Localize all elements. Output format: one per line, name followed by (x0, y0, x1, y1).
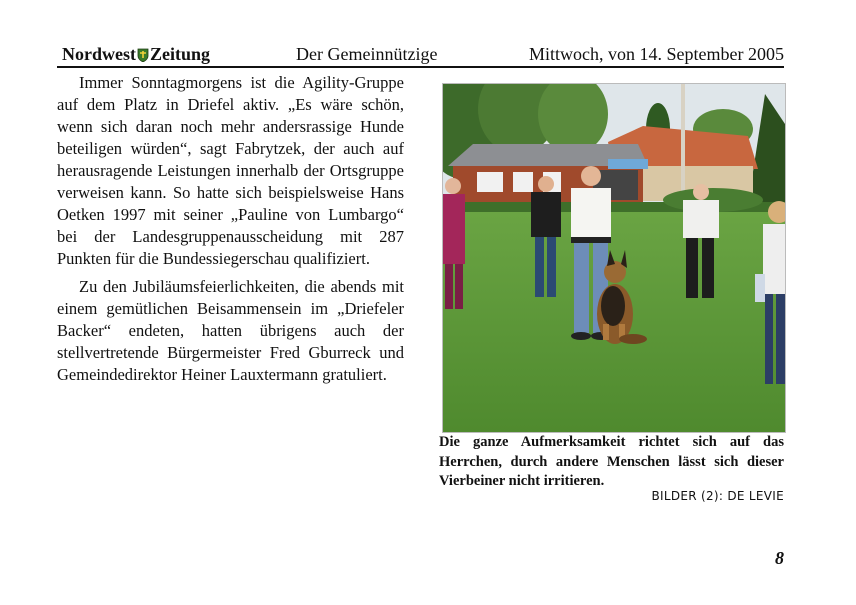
photo-caption: Die ganze Aufmerksamkeit richtet sich auf das Herrchen, durch andere Menschen lässt sich dieser Vierbeiner nicht irritieren. (439, 434, 784, 489)
newspaper-masthead (62, 44, 210, 65)
crest-icon (137, 48, 149, 62)
article-photo (442, 83, 786, 433)
dog-training-scene (443, 84, 785, 432)
section-name: Der Gemeinnützige (296, 44, 438, 64)
page-number: 8 (775, 548, 784, 568)
issue-date: Mittwoch, von 14. September 2005 (529, 44, 784, 64)
article-paragraph: Immer Sonntagmorgens ist die Agility-Gruppe auf dem Platz in Driefel aktiv. „Es wäre schön, wenn sich daran noch mehr andersrassige Hunde beteiligen würden“, sagt Fabrytzek, der auch auf herausragende Leistungen innerhalb der Ortsgruppe verweisen kann. So hatte sich beispielsweise Hans Oetken 1997 mit seiner „Pauline von Lumbargo“ bei der Landesgruppenausscheidung mit 287 Punkten für die Bundessiegerschau qualifiziert. (57, 73, 404, 268)
photo-credit: BILDER (2): DE LEVIE (651, 489, 784, 503)
masthead-left: Nordwest (62, 44, 136, 64)
article-paragraph: Zu den Jubiläumsfeierlichkeiten, die abends mit einem gemütlichen Beisammensein im „Driefeler Backer“ endeten, hatten übrigens auch der stellvertretende Bürgermeister Fred Gburreck und Gemeindedirektor Heiner Lauxtermann gratuliert. (57, 277, 404, 384)
masthead-right: Zeitung (150, 44, 211, 64)
page-header (57, 42, 784, 68)
article-column (57, 72, 404, 392)
